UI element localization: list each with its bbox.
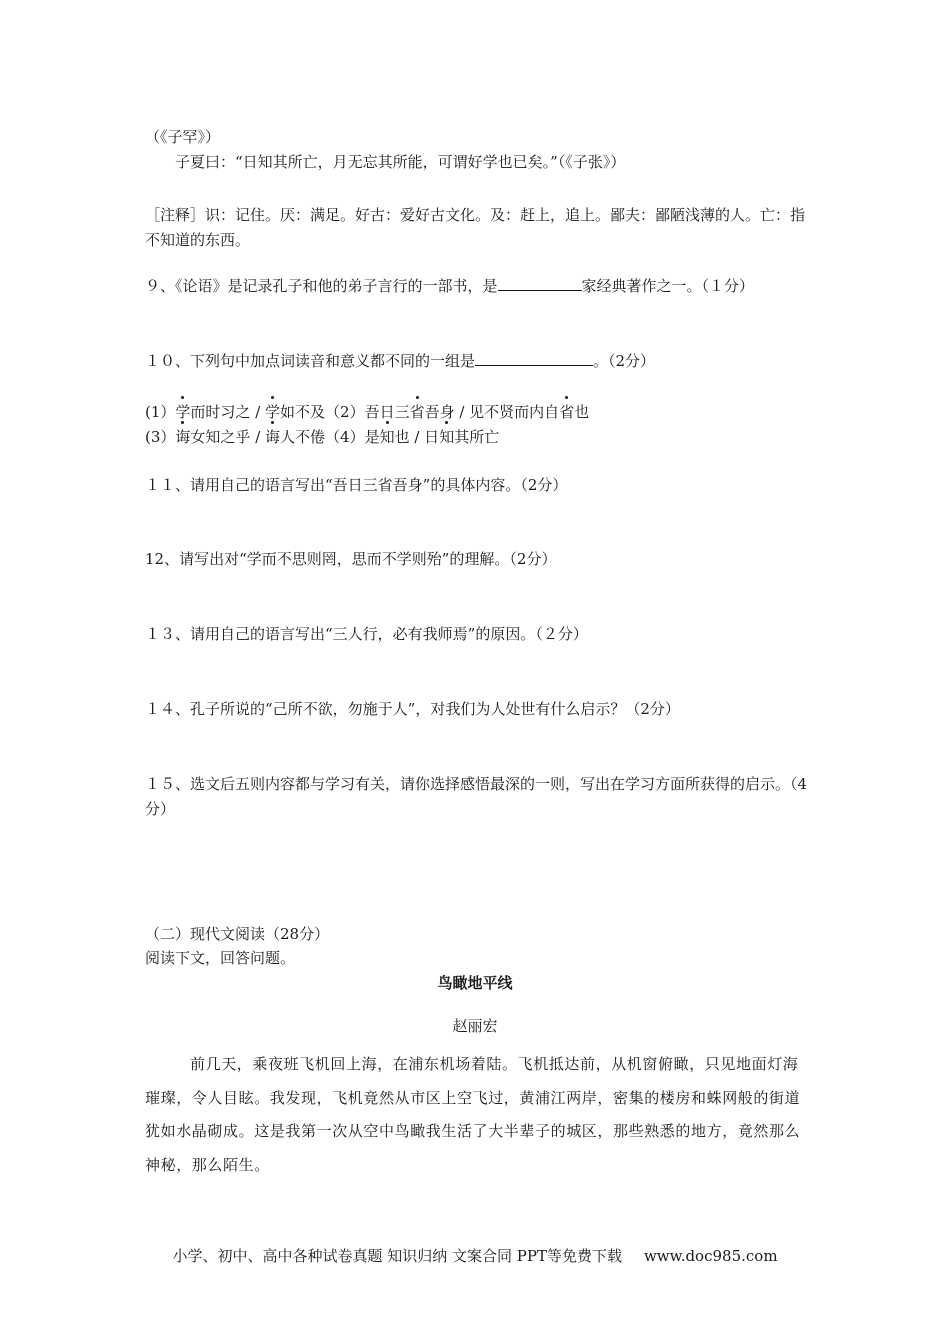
answer-blank xyxy=(498,275,582,291)
footer-text: 小学、初中、高中各种试卷真题 知识归纳 文案合同 PPT等免费下载 xyxy=(172,1247,622,1265)
dotted-word: 学 xyxy=(265,403,281,421)
dotted-word: 知 xyxy=(439,428,455,446)
annotation-notes: ［注释］识：记住。厌：满足。好古：爱好古文化。及：赶上，追上。鄙夫：鄙陋浅薄的人。亡：指不知道的东西。 xyxy=(145,206,806,249)
option-text: 人不倦（4）是 xyxy=(280,428,380,446)
question-15: １５、选文后五则内容都与学习有关，请你选择感悟最深的一则，写出在学习方面所获得的启示。（4分） xyxy=(145,775,808,818)
question-10-options-line1 xyxy=(145,400,810,425)
footer-url: www.doc985.com xyxy=(643,1247,778,1265)
question-10-tail: 。（2分） xyxy=(593,352,656,370)
section-heading: （二）现代文阅读（28分） xyxy=(145,925,330,943)
dotted-word: 省 xyxy=(409,403,425,421)
question-12: 12、请写出对“学而不思则罔，思而不学则殆”的理解。（2分） xyxy=(145,550,557,568)
article-title: 鸟瞰地平线 xyxy=(437,974,513,992)
option-text: 而时习之 / xyxy=(190,403,266,421)
question-10 xyxy=(145,349,810,374)
option-text: 也 xyxy=(574,403,590,421)
page-footer xyxy=(0,1245,950,1267)
zixia-quote: 子夏曰：“日知其所亡，月无忘其所能，可谓好学也已矣。”（《子张》） xyxy=(175,153,626,171)
section-instruction: 阅读下文，回答问题。 xyxy=(145,949,296,967)
question-9-tail: 家经典著作之一。（１分） xyxy=(581,277,755,295)
zihan-reference: （《子罕》） xyxy=(145,128,221,146)
option-text: (1） xyxy=(145,403,176,421)
question-10-stem: １０、下列句中加点词读音和意义都不同的一组是 xyxy=(145,352,476,370)
dotted-word: 学 xyxy=(175,403,191,421)
option-text: (3） xyxy=(145,428,176,446)
question-11: １１、请用自己的语言写出“吾日三省吾身”的具体内容。（2分） xyxy=(145,476,568,494)
question-14: １４、孔子所说的“己所不欲，勿施于人”，对我们为人处世有什么启示？（2分） xyxy=(145,700,680,718)
article-author: 赵丽宏 xyxy=(452,1017,498,1035)
question-9 xyxy=(145,274,810,299)
dotted-word: 诲 xyxy=(175,428,191,446)
dotted-word: 知 xyxy=(379,428,395,446)
option-text: 其所亡 xyxy=(454,428,500,446)
option-text: 如不及（2）吾日三 xyxy=(280,403,410,421)
question-9-text: ９、《论语》是记录孔子和他的弟子言行的一部书，是 xyxy=(145,277,498,295)
answer-blank xyxy=(475,350,593,366)
question-13: １３、请用自己的语言写出“三人行，必有我师焉”的原因。（２分） xyxy=(145,625,588,643)
option-text: 也 / 日 xyxy=(394,428,440,446)
dotted-word: 省 xyxy=(559,403,575,421)
question-10-options-line2 xyxy=(145,425,810,450)
option-text: 吾身 / 见不贤而内自 xyxy=(424,403,560,421)
article-paragraph: 前几天，乘夜班飞机回上海，在浦东机场着陆。飞机抵达前，从机窗俯瞰，只见地面灯海璀璨，令人目眩。我发现，飞机竟然从市区上空飞过，黄浦江两岸，密集的楼房和蛛网般的街道犹如水晶砌成。这是我第一次从空中鸟瞰我生活了大半辈子的城区，那些熟悉的地方，竟然那么神秘，那么陌生。 xyxy=(145,1055,801,1174)
option-text: 女知之乎 / xyxy=(190,428,266,446)
dotted-word: 诲 xyxy=(265,428,281,446)
